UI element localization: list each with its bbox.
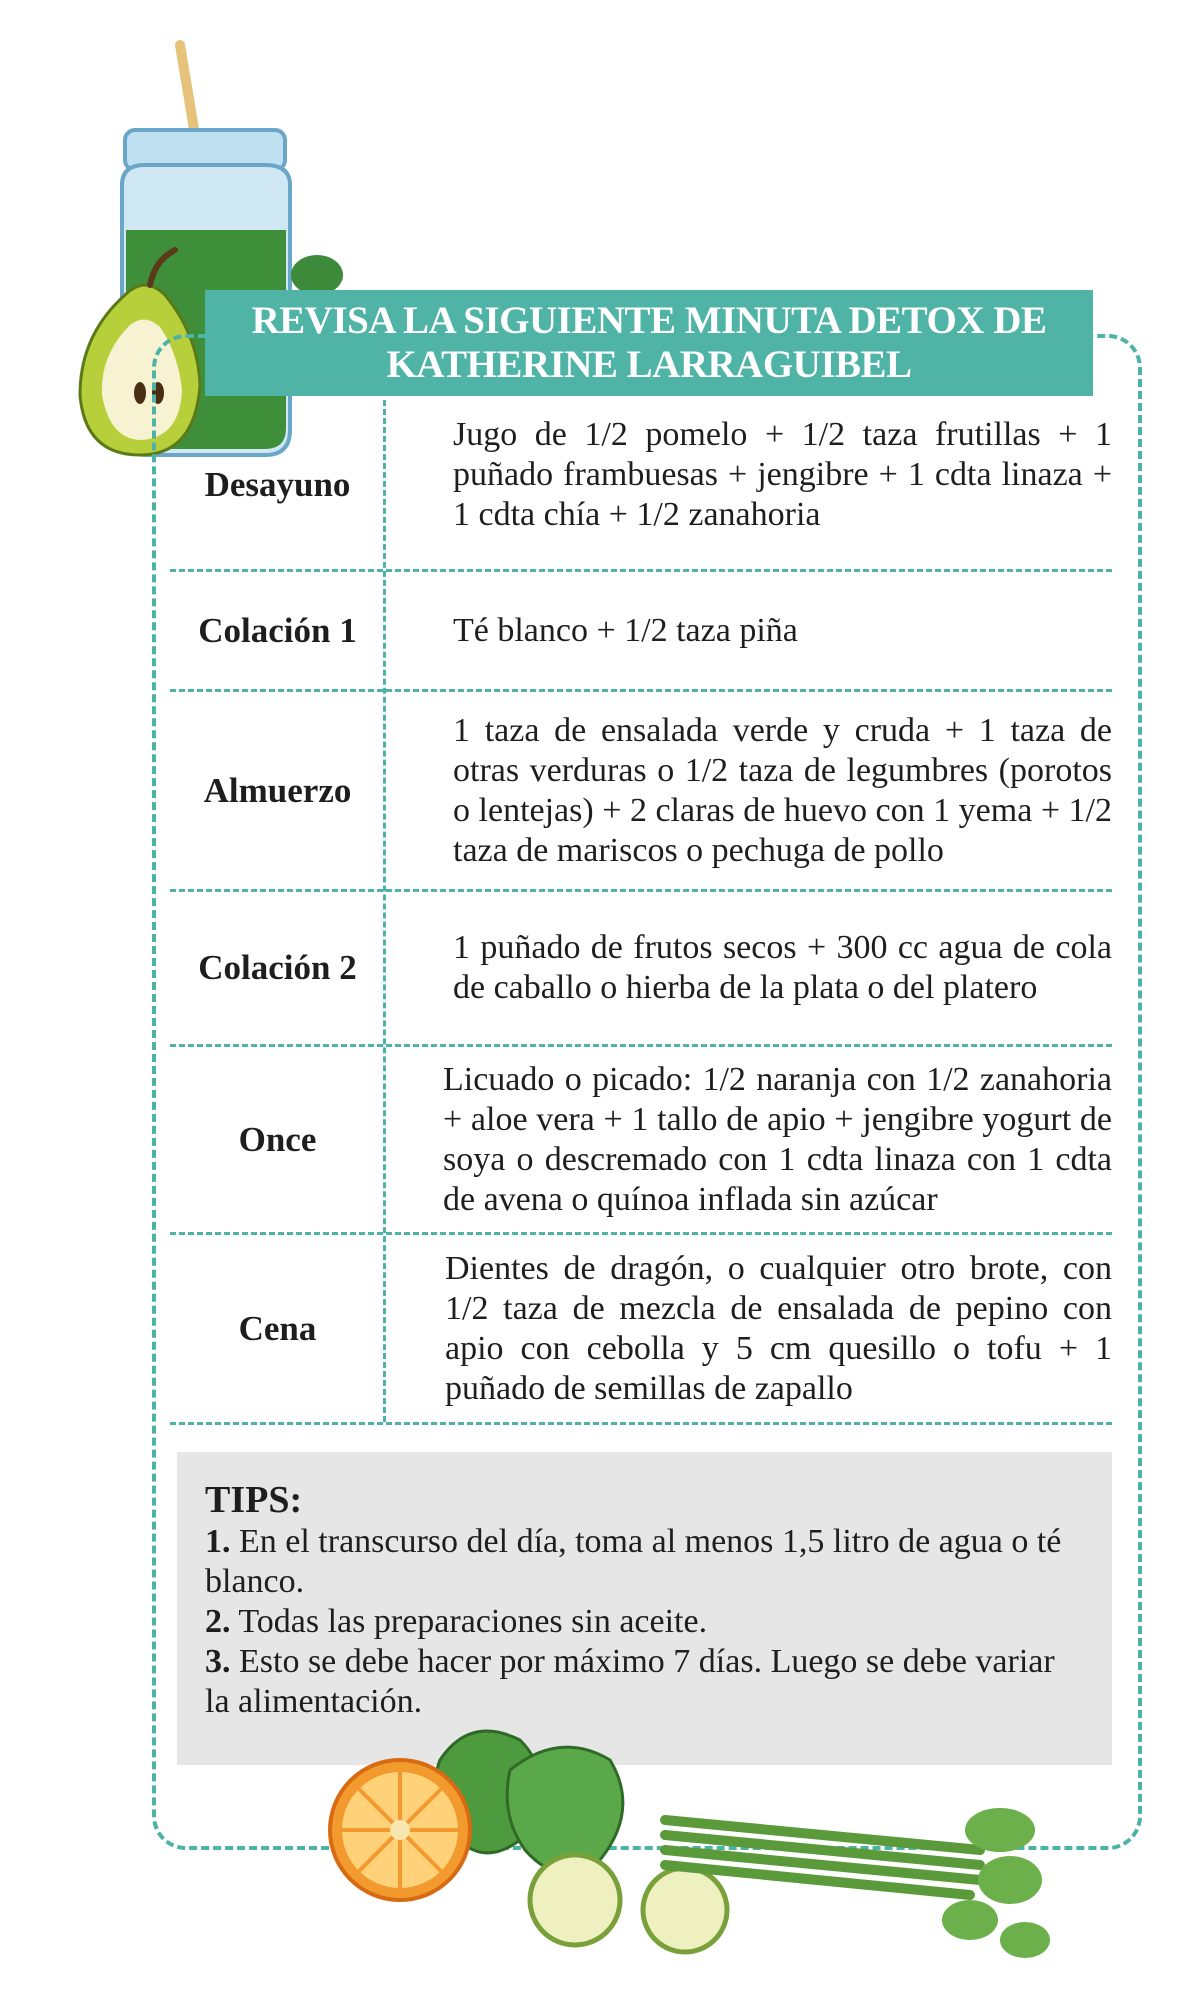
tip-item-2	[205, 1602, 1082, 1642]
meal-name: Almuerzo	[203, 770, 352, 810]
meal-name: Colación 2	[198, 948, 357, 987]
meal-description: Dientes de dragón, o cualquier otro brote, con 1/2 taza de mezcla de ensalada de pepino con apio con cebolla y 5 cm quesillo o tofu + 1 puñado de semillas de zapallo	[445, 1249, 1112, 1407]
meal-name: Once	[238, 1119, 317, 1159]
tip-text: Esto se debe hacer por máximo 7 días. Luego se debe variar la alimentación.	[205, 1643, 1055, 1720]
tip-text: Todas las preparaciones sin aceite.	[230, 1603, 708, 1640]
title-banner	[205, 290, 1093, 396]
meal-description: Té blanco + 1/2 taza piña	[453, 611, 798, 649]
meal-row-once	[170, 1047, 1112, 1235]
tip-number: 3.	[205, 1643, 231, 1680]
tip-number: 2.	[205, 1603, 231, 1640]
tips-box	[177, 1452, 1112, 1765]
meal-description: 1 taza de ensalada verde y cruda + 1 taza de otras verduras o 1/2 taza de legumbres (porotos o lentejas) + 2 claras de huevo con 1 yema + 1/2 taza de mariscos o pechuga de pollo	[453, 711, 1112, 869]
meal-description: Jugo de 1/2 pomelo + 1/2 taza frutillas + 1 puñado frambuesas + jengibre + 1 cdta linaza + 1 cdta chía + 1/2 zanahoria	[453, 415, 1112, 533]
tip-item-1	[205, 1522, 1082, 1602]
title-line-2: KATHERINE LARRAGUIBEL	[386, 343, 912, 386]
tip-item-3	[205, 1642, 1082, 1722]
tips-title: TIPS:	[205, 1479, 303, 1521]
meal-name: Colación 1	[198, 610, 357, 650]
meal-row-colacion-1	[170, 572, 1112, 692]
meal-row-almuerzo	[170, 692, 1112, 892]
title-line-1: REVISA LA SIGUIENTE MINUTA DETOX DE	[251, 299, 1047, 342]
meal-row-desayuno	[170, 400, 1112, 572]
meal-row-cena	[170, 1235, 1112, 1425]
meal-name: Desayuno	[204, 464, 351, 504]
meal-name: Cena	[238, 1308, 317, 1348]
vegetables-illustration	[320, 1720, 1060, 2000]
meal-description: 1 puñado de frutos secos + 300 cc agua de cola de caballo o hierba de la plata o del platero	[453, 929, 1112, 1006]
meal-description: Licuado o picado: 1/2 naranja con 1/2 zanahoria + aloe vera + 1 tallo de apio + jengibre yogurt de soya o descremado con 1 cdta linaza con 1 cdta de avena o quínoa inflada sin azúcar	[443, 1060, 1112, 1218]
tip-text: En el transcurso del día, toma al menos 1,5 litro de agua o té blanco.	[205, 1523, 1062, 1600]
meal-row-colacion-2	[170, 892, 1112, 1047]
tip-number: 1.	[205, 1523, 231, 1560]
